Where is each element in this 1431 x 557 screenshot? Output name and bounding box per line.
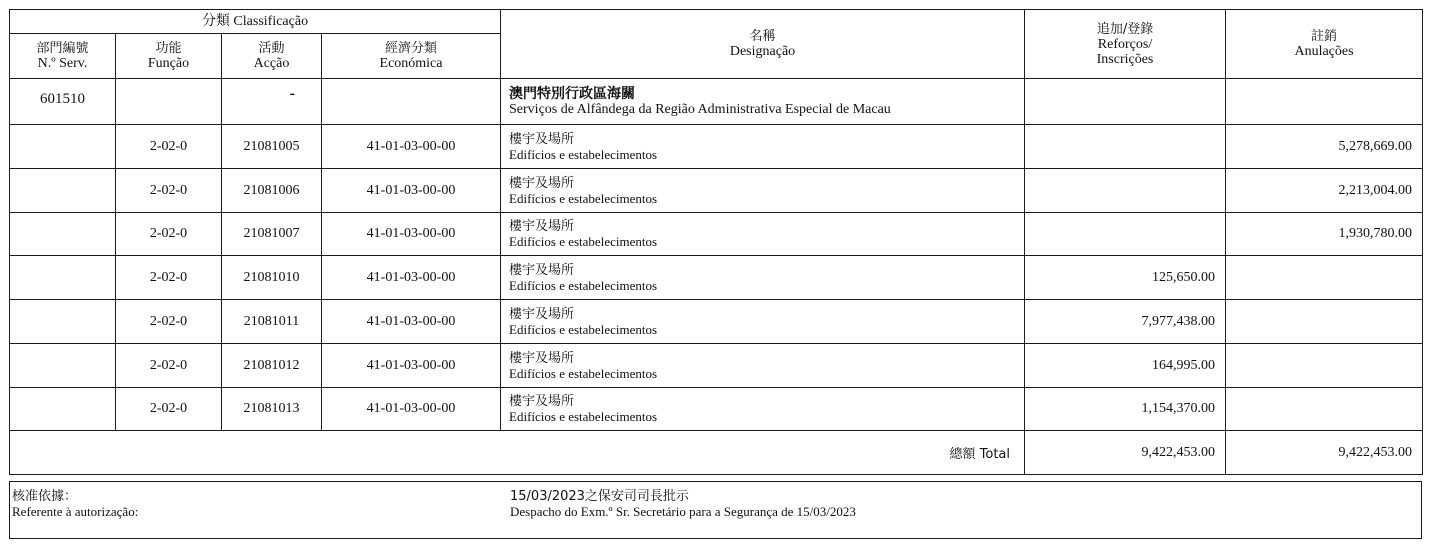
accao-header <box>222 34 322 79</box>
dept-economica-cell <box>322 79 501 125</box>
row-reforcos: 125,650.00 <box>1025 256 1226 300</box>
accao-label-pt: Acção <box>253 56 290 71</box>
row-economica: 41-01-03-00-00 <box>322 344 501 388</box>
designacao-label-pt: Designação <box>729 44 796 59</box>
table-row <box>10 169 1423 213</box>
authorization-dispatch <box>510 489 856 519</box>
row-designation-pt: Edifícios e estabelecimentos <box>509 409 658 424</box>
row-funcao: 2-02-0 <box>116 344 222 388</box>
classificacao-label: 分類 Classificação <box>201 14 309 29</box>
row-designation <box>501 344 1025 388</box>
row-anulacoes <box>1226 300 1423 344</box>
row-economica: 41-01-03-00-00 <box>322 256 501 300</box>
total-anulacoes: 9,422,453.00 <box>1226 431 1423 475</box>
total-row <box>10 431 1423 475</box>
row-reforcos: 7,977,438.00 <box>1025 300 1226 344</box>
classificacao-header <box>10 10 501 34</box>
table-body <box>10 79 1423 475</box>
row-reforcos <box>1025 169 1226 213</box>
row-designation-pt: Edifícios e estabelecimentos <box>509 234 658 249</box>
row-dept-cell <box>10 388 116 431</box>
row-accao: 21081012 <box>222 344 322 388</box>
budget-table-container <box>9 9 1422 475</box>
authorization-dispatch-zh: 15/03/2023之保安司司長批示 <box>510 489 689 504</box>
row-reforcos: 164,995.00 <box>1025 344 1226 388</box>
reforcos-label-pt2: Inscrições <box>1096 51 1154 67</box>
authorization-basis-pt: Referente à autorização: <box>12 504 139 519</box>
row-funcao: 2-02-0 <box>116 300 222 344</box>
accao-label-zh: 活動 <box>258 41 285 56</box>
row-funcao: 2-02-0 <box>116 169 222 213</box>
row-designation-pt: Edifícios e estabelecimentos <box>509 190 658 206</box>
row-accao: 21081005 <box>222 125 322 169</box>
dept-code: 601510 <box>10 79 116 125</box>
designacao-label-zh: 名稱 <box>749 29 776 44</box>
row-economica: 41-01-03-00-00 <box>322 125 501 169</box>
row-designation <box>501 169 1025 213</box>
row-designation-zh: 樓宇及場所 <box>509 219 575 234</box>
row-designation-pt: Edifícios e estabelecimentos <box>509 277 658 293</box>
row-reforcos <box>1025 125 1226 169</box>
dept-funcao-cell <box>116 79 222 125</box>
row-reforcos: 1,154,370.00 <box>1025 388 1226 431</box>
economica-label-pt: Económica <box>379 56 443 71</box>
row-designation-zh: 樓宇及場所 <box>509 394 575 409</box>
anulacoes-header <box>1226 10 1423 79</box>
anulacoes-label-zh: 註銷 <box>1311 29 1338 44</box>
authorization-footer <box>9 481 1422 539</box>
table-row <box>10 125 1423 169</box>
row-designation <box>501 388 1025 431</box>
row-designation-zh: 樓宇及場所 <box>509 262 575 278</box>
funcao-label-pt: Função <box>147 56 190 71</box>
row-accao: 21081007 <box>222 213 322 256</box>
row-designation <box>501 256 1025 300</box>
department-name-zh: 澳門特別行政區海關 <box>509 85 636 102</box>
row-anulacoes <box>1226 256 1423 300</box>
row-designation-pt: Edifícios e estabelecimentos <box>509 146 658 162</box>
reforcos-header <box>1025 10 1226 79</box>
department-name-pt: Serviços de Alfândega da Região Administrativa Especial de Macau <box>509 101 891 117</box>
row-designation-zh: 樓宇及場所 <box>509 306 575 322</box>
row-accao: 21081006 <box>222 169 322 213</box>
row-funcao: 2-02-0 <box>116 213 222 256</box>
dept-code-header <box>10 34 116 79</box>
row-anulacoes: 1,930,780.00 <box>1226 213 1423 256</box>
row-funcao: 2-02-0 <box>116 388 222 431</box>
row-dept-cell <box>10 213 116 256</box>
row-designation-zh: 樓宇及場所 <box>509 131 575 147</box>
row-accao: 21081010 <box>222 256 322 300</box>
row-dept-cell <box>10 256 116 300</box>
table-row <box>10 256 1423 300</box>
row-economica: 41-01-03-00-00 <box>322 300 501 344</box>
dept-code-label-pt: N.º Serv. <box>37 56 88 71</box>
row-funcao: 2-02-0 <box>116 125 222 169</box>
row-economica: 41-01-03-00-00 <box>322 169 501 213</box>
row-accao: 21081013 <box>222 388 322 431</box>
row-designation-pt: Edifícios e estabelecimentos <box>509 365 658 381</box>
economica-label-zh: 經濟分類 <box>385 41 438 56</box>
row-dept-cell <box>10 169 116 213</box>
dept-anulacoes-cell <box>1226 79 1423 125</box>
reforcos-label-pt1: Reforços/ <box>1097 36 1153 52</box>
total-label: 總額 Total <box>949 446 1011 462</box>
row-dept-cell <box>10 125 116 169</box>
authorization-basis-zh: 核准依據： <box>12 489 78 504</box>
row-funcao: 2-02-0 <box>116 256 222 300</box>
anulacoes-label-pt: Anulações <box>1294 44 1354 59</box>
row-economica: 41-01-03-00-00 <box>322 388 501 431</box>
dept-reforcos-cell <box>1025 79 1226 125</box>
department-row <box>10 79 1423 125</box>
reforcos-label-zh: 追加/登錄 <box>1096 21 1154 37</box>
row-anulacoes: 2,213,004.00 <box>1226 169 1423 213</box>
row-designation <box>501 300 1025 344</box>
table-row <box>10 388 1423 431</box>
funcao-label-zh: 功能 <box>155 41 182 56</box>
table-row <box>10 300 1423 344</box>
dept-accao-mark: - <box>222 79 322 125</box>
authorization-basis <box>12 489 138 519</box>
department-designation <box>501 79 1025 125</box>
dept-code-label-zh: 部門編號 <box>36 41 89 56</box>
table-row <box>10 213 1423 256</box>
total-reforcos: 9,422,453.00 <box>1025 431 1226 475</box>
row-designation-zh: 樓宇及場所 <box>509 175 575 191</box>
row-economica: 41-01-03-00-00 <box>322 213 501 256</box>
row-designation-zh: 樓宇及場所 <box>509 350 575 366</box>
row-designation <box>501 213 1025 256</box>
budget-table <box>9 9 1423 475</box>
row-dept-cell <box>10 300 116 344</box>
designacao-header <box>501 10 1025 79</box>
row-designation-pt: Edifícios e estabelecimentos <box>509 321 658 337</box>
economica-header <box>322 34 501 79</box>
funcao-header <box>116 34 222 79</box>
row-anulacoes <box>1226 344 1423 388</box>
authorization-dispatch-pt: Despacho do Exm.º Sr. Secretário para a Segurança de 15/03/2023 <box>510 504 856 519</box>
row-designation <box>501 125 1025 169</box>
row-reforcos <box>1025 213 1226 256</box>
table-header <box>10 10 1423 79</box>
total-label-cell <box>10 431 1025 475</box>
row-dept-cell <box>10 344 116 388</box>
row-anulacoes: 5,278,669.00 <box>1226 125 1423 169</box>
row-accao: 21081011 <box>222 300 322 344</box>
table-row <box>10 344 1423 388</box>
row-anulacoes <box>1226 388 1423 431</box>
